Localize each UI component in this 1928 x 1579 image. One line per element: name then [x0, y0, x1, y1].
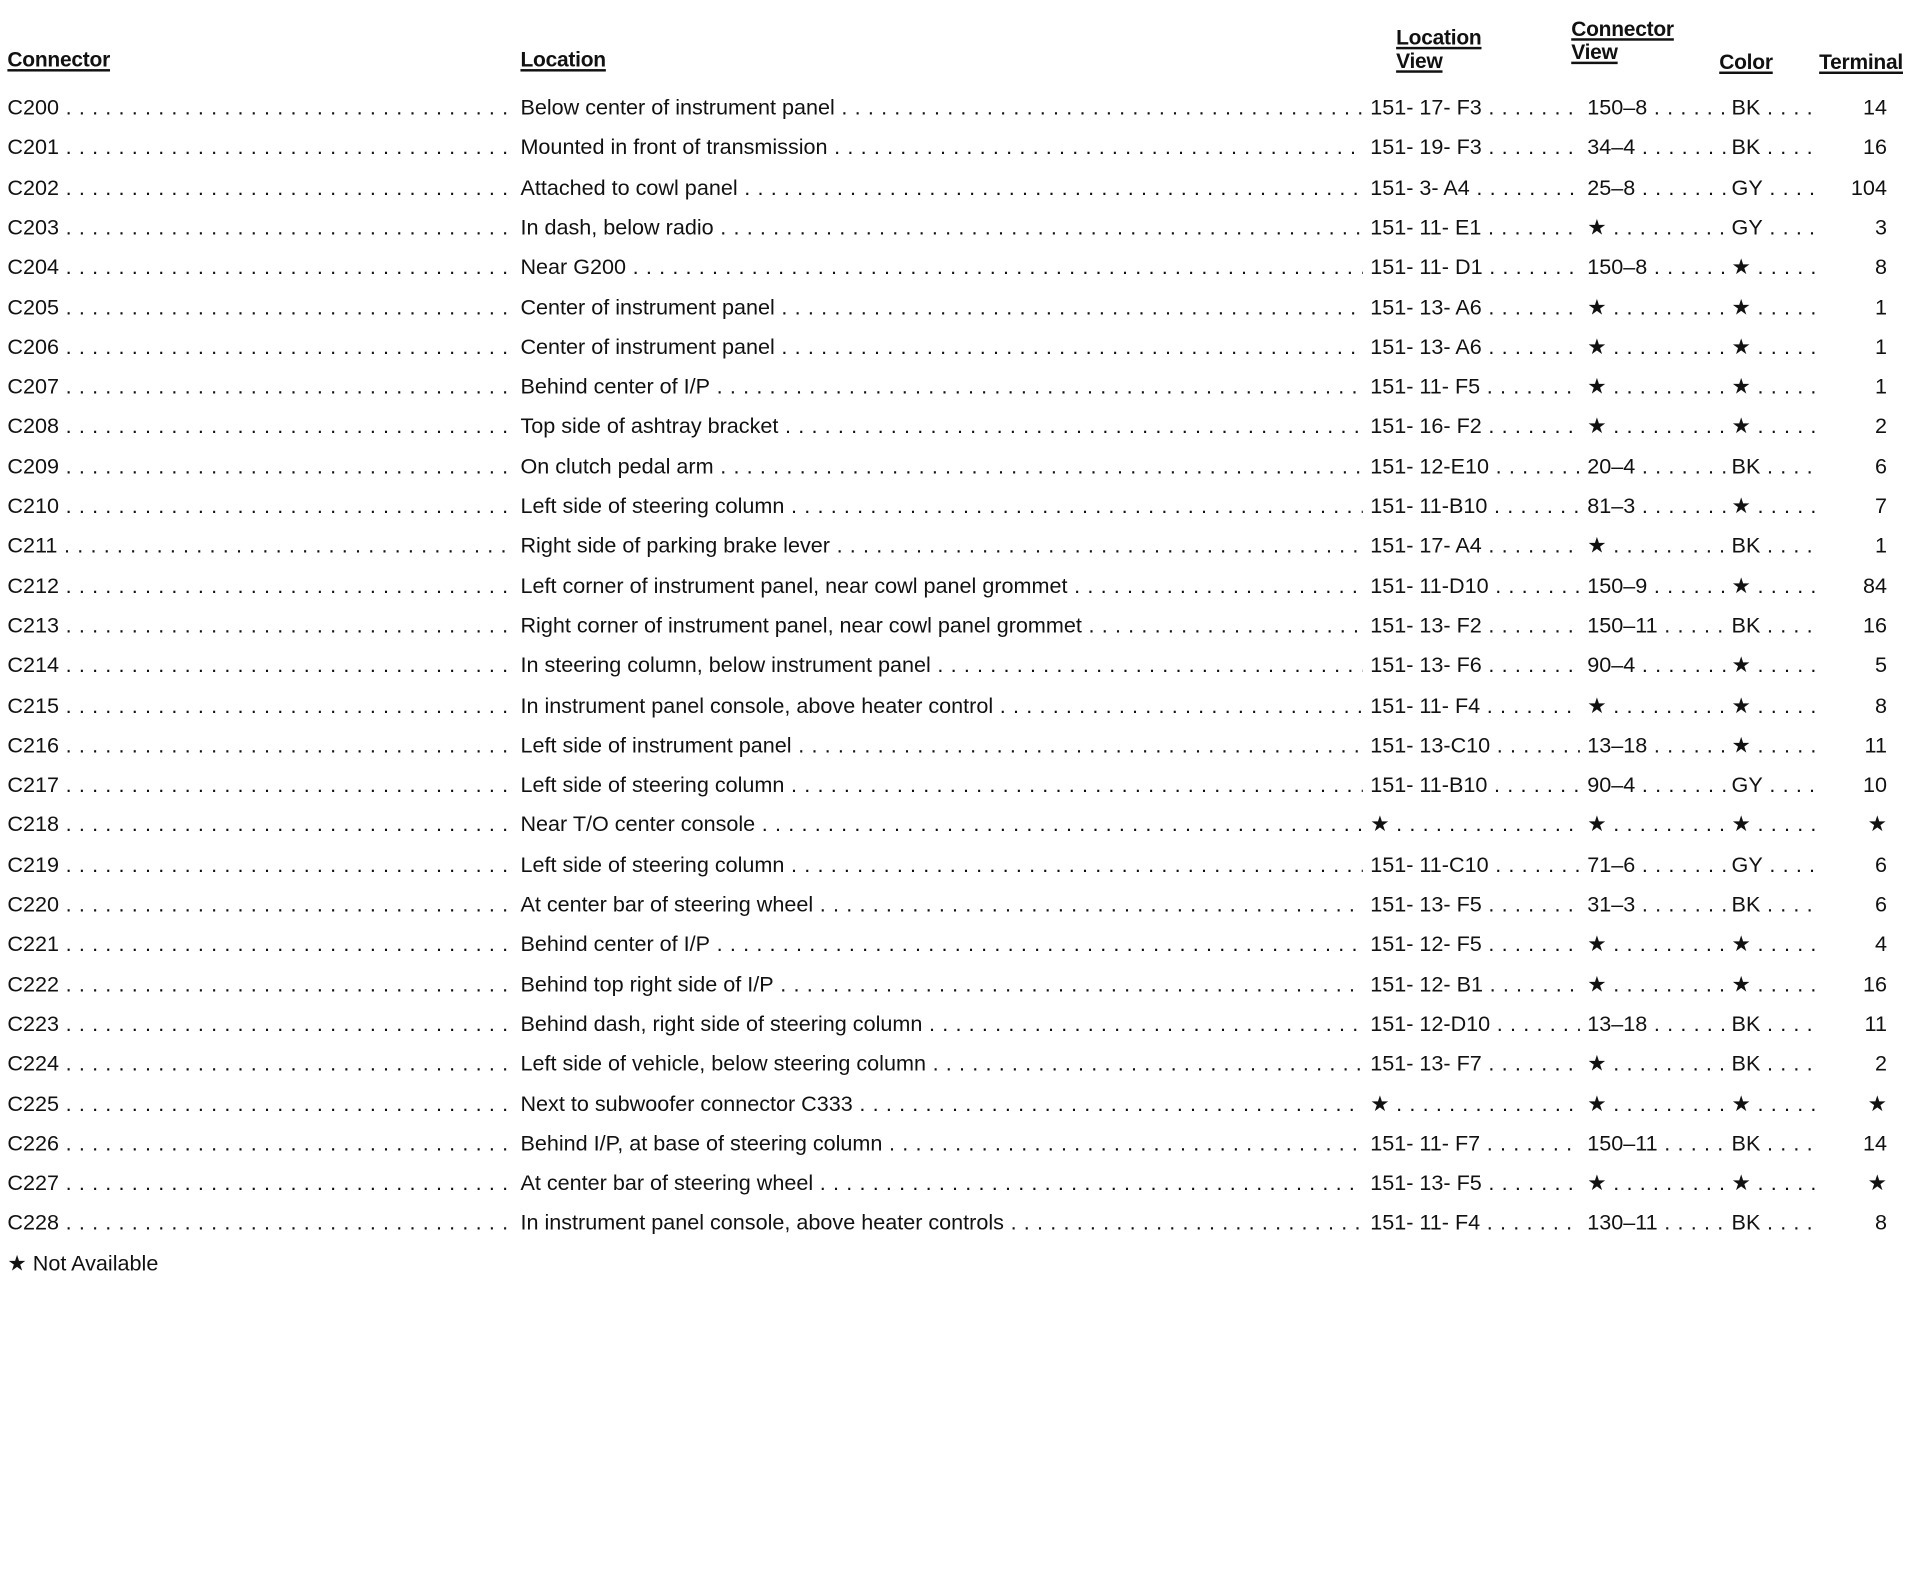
- connector-cell: C213 . . .: [7, 605, 510, 644]
- location-cell: Left side of vehicle, below steering column . . .: [520, 1044, 1362, 1083]
- location-cell: Center of instrument panel . . .: [520, 327, 1362, 366]
- location-cell: Right corner of instrument panel, near cowl panel grommet . . .: [520, 605, 1362, 644]
- connector-cell: C205 . . .: [7, 287, 510, 326]
- connector-view-cell: 150–8 . . .: [1587, 88, 1725, 127]
- location-view-cell: 151- 12-D10 . . .: [1370, 1004, 1580, 1043]
- terminal-cell: 16: [1862, 134, 1887, 160]
- connector-view-cell: ★ . . .: [1587, 327, 1725, 366]
- header-terminal: [1819, 51, 1903, 74]
- color-cell: ★ . . .: [1732, 1083, 1818, 1122]
- table-row: [0, 924, 1928, 963]
- location-cell: At center bar of steering wheel . . .: [520, 1163, 1362, 1202]
- location-view-cell: 151- 11-C10 . . .: [1370, 844, 1580, 883]
- header-connector-view: [1571, 17, 1674, 64]
- table-row: [0, 685, 1928, 724]
- terminal-cell: 16: [1862, 612, 1887, 638]
- connector-view-cell: 13–18 . . .: [1587, 725, 1725, 764]
- connector-view-cell: 81–3 . . .: [1587, 486, 1725, 525]
- location-cell: Center of instrument panel . . .: [520, 287, 1362, 326]
- location-view-cell: 151- 11-B10 . . .: [1370, 486, 1580, 525]
- connector-view-cell: 150–9 . . .: [1587, 566, 1725, 605]
- color-cell: ★ . . .: [1732, 805, 1818, 844]
- connector-view-cell: ★ . . .: [1587, 924, 1725, 963]
- location-cell: Top side of ashtray bracket . . .: [520, 406, 1362, 445]
- connector-cell: C222 . . .: [7, 964, 510, 1003]
- table-row: [0, 605, 1928, 644]
- table-row: [0, 645, 1928, 684]
- terminal-cell: 11: [1864, 1011, 1887, 1036]
- header-location-view-line1: Location: [1396, 25, 1482, 50]
- connector-view-cell: 150–11 . . .: [1587, 1123, 1725, 1162]
- location-view-cell: 151- 12-E10 . . .: [1370, 446, 1580, 485]
- connector-view-cell: 90–4 . . .: [1587, 645, 1725, 684]
- location-view-cell: 151- 11- D1 . . .: [1370, 247, 1580, 286]
- table-row: [0, 884, 1928, 923]
- terminal-cell: 2: [1874, 1051, 1887, 1076]
- connector-view-cell: 20–4 . . .: [1587, 446, 1725, 485]
- terminal-cell: 8: [1874, 692, 1887, 718]
- connector-cell: C214 . . .: [7, 645, 510, 684]
- connector-cell: C202 . . .: [7, 167, 510, 206]
- color-cell: ★ . . .: [1732, 1163, 1818, 1202]
- location-cell: Behind top right side of I/P . . .: [520, 964, 1362, 1003]
- color-cell: ★ . . .: [1732, 366, 1818, 405]
- color-cell: BK . . .: [1732, 127, 1818, 166]
- location-cell: Left side of instrument panel . . .: [520, 725, 1362, 764]
- connector-cell: C226 . . .: [7, 1123, 510, 1162]
- terminal-cell: 5: [1874, 652, 1887, 678]
- connector-cell: C221 . . .: [7, 924, 510, 963]
- footnote-not-available: ★ Not Available: [7, 1250, 159, 1276]
- connector-view-cell: ★ . . .: [1587, 1083, 1725, 1122]
- location-cell: Left side of steering column . . .: [520, 486, 1362, 525]
- color-cell: ★ . . .: [1732, 486, 1818, 525]
- location-view-cell: 151- 13- F5 . . .: [1370, 884, 1580, 923]
- connector-view-cell: ★ . . .: [1587, 366, 1725, 405]
- color-cell: ★ . . .: [1732, 964, 1818, 1003]
- header-location-view-line2: View: [1396, 49, 1443, 73]
- connector-cell: C228 . . .: [7, 1203, 510, 1242]
- connector-cell: C219 . . .: [7, 844, 510, 883]
- table-row: [0, 844, 1928, 883]
- table-row: [0, 1083, 1928, 1122]
- table-row: [0, 1123, 1928, 1162]
- color-cell: BK . . .: [1732, 1123, 1818, 1162]
- terminal-cell: 4: [1874, 931, 1887, 957]
- connector-cell: C217 . . .: [7, 765, 510, 804]
- location-cell: Left corner of instrument panel, near cowl panel grommet . . .: [520, 566, 1362, 605]
- terminal-cell: 16: [1862, 971, 1887, 997]
- color-cell: ★ . . .: [1732, 685, 1818, 724]
- location-view-cell: 151- 11- F4 . . .: [1370, 685, 1580, 724]
- connector-view-cell: ★ . . .: [1587, 526, 1725, 565]
- connector-cell: C200 . . .: [7, 88, 510, 127]
- terminal-cell: 14: [1862, 94, 1887, 120]
- connector-view-cell: 31–3 . . .: [1587, 884, 1725, 923]
- table-row: [0, 1044, 1928, 1083]
- location-view-cell: 151- 12- F5 . . .: [1370, 924, 1580, 963]
- color-cell: GY . . .: [1732, 844, 1818, 883]
- table-row: [0, 406, 1928, 445]
- color-cell: ★ . . .: [1732, 924, 1818, 963]
- location-cell: On clutch pedal arm . . .: [520, 446, 1362, 485]
- connector-cell: C207 . . .: [7, 366, 510, 405]
- table-row: [0, 366, 1928, 405]
- location-view-cell: 151- 13- F6 . . .: [1370, 645, 1580, 684]
- location-cell: Near G200 . . .: [520, 247, 1362, 286]
- color-cell: ★ . . .: [1732, 327, 1818, 366]
- connector-view-cell: 71–6 . . .: [1587, 844, 1725, 883]
- terminal-cell: 3: [1874, 214, 1887, 240]
- terminal-cell: 7: [1874, 493, 1887, 518]
- color-cell: GY . . .: [1732, 207, 1818, 246]
- location-cell: In instrument panel console, above heater control . . .: [520, 685, 1362, 724]
- table-row: [0, 446, 1928, 485]
- connector-cell: C223 . . .: [7, 1004, 510, 1043]
- location-cell: In steering column, below instrument panel . . .: [520, 645, 1362, 684]
- header-connector-view-line1: Connector: [1571, 17, 1674, 41]
- connector-view-cell: 34–4 . . .: [1587, 127, 1725, 166]
- location-view-cell: 151- 3- A4 . . .: [1370, 167, 1580, 206]
- terminal-cell: 1: [1874, 294, 1887, 319]
- connector-cell: C212 . . .: [7, 566, 510, 605]
- location-cell: Near T/O center console . . .: [520, 805, 1362, 844]
- table-row: [0, 247, 1928, 286]
- connector-view-cell: ★ . . .: [1587, 406, 1725, 445]
- location-cell: Behind dash, right side of steering column . . .: [520, 1004, 1362, 1043]
- location-view-cell: ★ . . .: [1370, 1083, 1580, 1122]
- connector-view-cell: ★ . . .: [1587, 964, 1725, 1003]
- location-view-cell: 151- 17- A4 . . .: [1370, 526, 1580, 565]
- header-location-label: Location: [520, 48, 606, 72]
- location-cell: Mounted in front of transmission . . .: [520, 127, 1362, 166]
- location-view-cell: 151- 13- F5 . . .: [1370, 1163, 1580, 1202]
- terminal-cell: 11: [1864, 732, 1887, 757]
- connector-cell: C201 . . .: [7, 127, 510, 166]
- connector-view-cell: 25–8 . . .: [1587, 167, 1725, 206]
- connector-view-cell: ★ . . .: [1587, 1163, 1725, 1202]
- table-row: [0, 1163, 1928, 1202]
- table-row: [0, 327, 1928, 366]
- connector-cell: C208 . . .: [7, 406, 510, 445]
- color-cell: BK . . .: [1732, 884, 1818, 923]
- table-row: [0, 566, 1928, 605]
- terminal-cell: 10: [1862, 772, 1887, 797]
- header-color-label: Color: [1719, 50, 1773, 74]
- connector-view-cell: 90–4 . . .: [1587, 765, 1725, 804]
- location-cell: Left side of steering column . . .: [520, 844, 1362, 883]
- location-view-cell: 151- 13- F2 . . .: [1370, 605, 1580, 644]
- color-cell: GY . . .: [1732, 765, 1818, 804]
- terminal-cell: 14: [1862, 1130, 1887, 1156]
- table-row: [0, 88, 1928, 127]
- header-location-view: [1396, 26, 1481, 73]
- location-view-cell: 151- 13-C10 . . .: [1370, 725, 1580, 764]
- connector-view-cell: 150–8 . . .: [1587, 247, 1725, 286]
- location-view-cell: 151- 16- F2 . . .: [1370, 406, 1580, 445]
- table-row: [0, 805, 1928, 844]
- color-cell: BK . . .: [1732, 1044, 1818, 1083]
- color-cell: ★ . . .: [1732, 645, 1818, 684]
- connector-cell: C215 . . .: [7, 685, 510, 724]
- location-cell: Left side of steering column . . .: [520, 765, 1362, 804]
- color-cell: BK . . .: [1732, 605, 1818, 644]
- location-cell: Below center of instrument panel . . .: [520, 88, 1362, 127]
- connector-cell: C224 . . .: [7, 1044, 510, 1083]
- connector-cell: C211 . . .: [7, 526, 510, 565]
- location-view-cell: 151- 19- F3 . . .: [1370, 127, 1580, 166]
- location-view-cell: 151- 13- F7 . . .: [1370, 1044, 1580, 1083]
- location-view-cell: 151- 17- F3 . . .: [1370, 88, 1580, 127]
- color-cell: ★ . . .: [1732, 287, 1818, 326]
- color-cell: ★ . . .: [1732, 247, 1818, 286]
- terminal-cell: 6: [1874, 891, 1887, 917]
- table-row: [0, 964, 1928, 1003]
- terminal-cell: ★: [1867, 811, 1887, 837]
- connector-view-cell: 150–11 . . .: [1587, 605, 1725, 644]
- connector-view-cell: ★ . . .: [1587, 1044, 1725, 1083]
- location-view-cell: 151- 11-D10 . . .: [1370, 566, 1580, 605]
- location-view-cell: 151- 11- E1 . . .: [1370, 207, 1580, 246]
- connector-cell: C216 . . .: [7, 725, 510, 764]
- location-cell: Behind I/P, at base of steering column . . .: [520, 1123, 1362, 1162]
- color-cell: ★ . . .: [1732, 406, 1818, 445]
- header-connector-label: Connector: [7, 48, 111, 72]
- terminal-cell: 84: [1862, 572, 1887, 598]
- connector-view-cell: ★ . . .: [1587, 805, 1725, 844]
- table-row: [0, 725, 1928, 764]
- color-cell: BK . . .: [1732, 88, 1818, 127]
- header-connector-view-line2: View: [1571, 40, 1618, 65]
- table-row: [0, 1203, 1928, 1242]
- terminal-cell: 8: [1874, 254, 1887, 279]
- location-cell: In instrument panel console, above heater controls . . .: [520, 1203, 1362, 1242]
- location-view-cell: 151- 11- F7 . . .: [1370, 1123, 1580, 1162]
- terminal-cell: 2: [1874, 413, 1887, 439]
- location-cell: Attached to cowl panel . . .: [520, 167, 1362, 206]
- color-cell: GY . . .: [1732, 167, 1818, 206]
- terminal-cell: 6: [1874, 453, 1887, 479]
- terminal-cell: ★: [1867, 1170, 1887, 1196]
- connector-cell: C203 . . .: [7, 207, 510, 246]
- header-terminal-label: Terminal: [1819, 50, 1903, 74]
- connector-view-cell: 130–11 . . .: [1587, 1203, 1725, 1242]
- connector-view-cell: ★ . . .: [1587, 207, 1725, 246]
- color-cell: ★ . . .: [1732, 725, 1818, 764]
- terminal-cell: 1: [1874, 333, 1887, 359]
- terminal-cell: 1: [1874, 533, 1887, 558]
- connector-view-cell: ★ . . .: [1587, 287, 1725, 326]
- location-view-cell: ★ . . .: [1370, 805, 1580, 844]
- location-cell: At center bar of steering wheel . . .: [520, 884, 1362, 923]
- connector-view-cell: ★ . . .: [1587, 685, 1725, 724]
- connector-cell: C220 . . .: [7, 884, 510, 923]
- header-connector: [7, 48, 110, 71]
- connector-cell: C210 . . .: [7, 486, 510, 525]
- location-view-cell: 151- 11- F5 . . .: [1370, 366, 1580, 405]
- color-cell: ★ . . .: [1732, 566, 1818, 605]
- terminal-cell: 104: [1850, 174, 1887, 200]
- connector-cell: C218 . . .: [7, 805, 510, 844]
- table-row: [0, 207, 1928, 246]
- table-row: [0, 526, 1928, 565]
- header-color: [1719, 51, 1773, 74]
- location-view-cell: 151- 13- A6 . . .: [1370, 327, 1580, 366]
- location-cell: Right side of parking brake lever . . .: [520, 526, 1362, 565]
- location-cell: Behind center of I/P . . .: [520, 366, 1362, 405]
- color-cell: BK . . .: [1732, 1203, 1818, 1242]
- connector-view-cell: 13–18 . . .: [1587, 1004, 1725, 1043]
- table-row: [0, 486, 1928, 525]
- location-view-cell: 151- 11- F4 . . .: [1370, 1203, 1580, 1242]
- color-cell: BK . . .: [1732, 446, 1818, 485]
- table-row: [0, 167, 1928, 206]
- location-cell: In dash, below radio . . .: [520, 207, 1362, 246]
- location-view-cell: 151- 12- B1 . . .: [1370, 964, 1580, 1003]
- table-row: [0, 287, 1928, 326]
- connector-cell: C227 . . .: [7, 1163, 510, 1202]
- terminal-cell: 1: [1874, 373, 1887, 399]
- table-row: [0, 765, 1928, 804]
- terminal-cell: 8: [1874, 1210, 1887, 1236]
- connector-cell: C206 . . .: [7, 327, 510, 366]
- location-view-cell: 151- 11-B10 . . .: [1370, 765, 1580, 804]
- table-row: [0, 1004, 1928, 1043]
- connector-cell: C204 . . .: [7, 247, 510, 286]
- color-cell: BK . . .: [1732, 526, 1818, 565]
- terminal-cell: ★: [1867, 1090, 1887, 1116]
- location-cell: Behind center of I/P . . .: [520, 924, 1362, 963]
- terminal-cell: 6: [1874, 851, 1887, 877]
- header-location: [520, 48, 605, 71]
- color-cell: BK . . .: [1732, 1004, 1818, 1043]
- connector-cell: C225 . . .: [7, 1083, 510, 1122]
- location-cell: Next to subwoofer connector C333 . . .: [520, 1083, 1362, 1122]
- location-view-cell: 151- 13- A6 . . .: [1370, 287, 1580, 326]
- table-row: [0, 127, 1928, 166]
- connector-cell: C209 . . .: [7, 446, 510, 485]
